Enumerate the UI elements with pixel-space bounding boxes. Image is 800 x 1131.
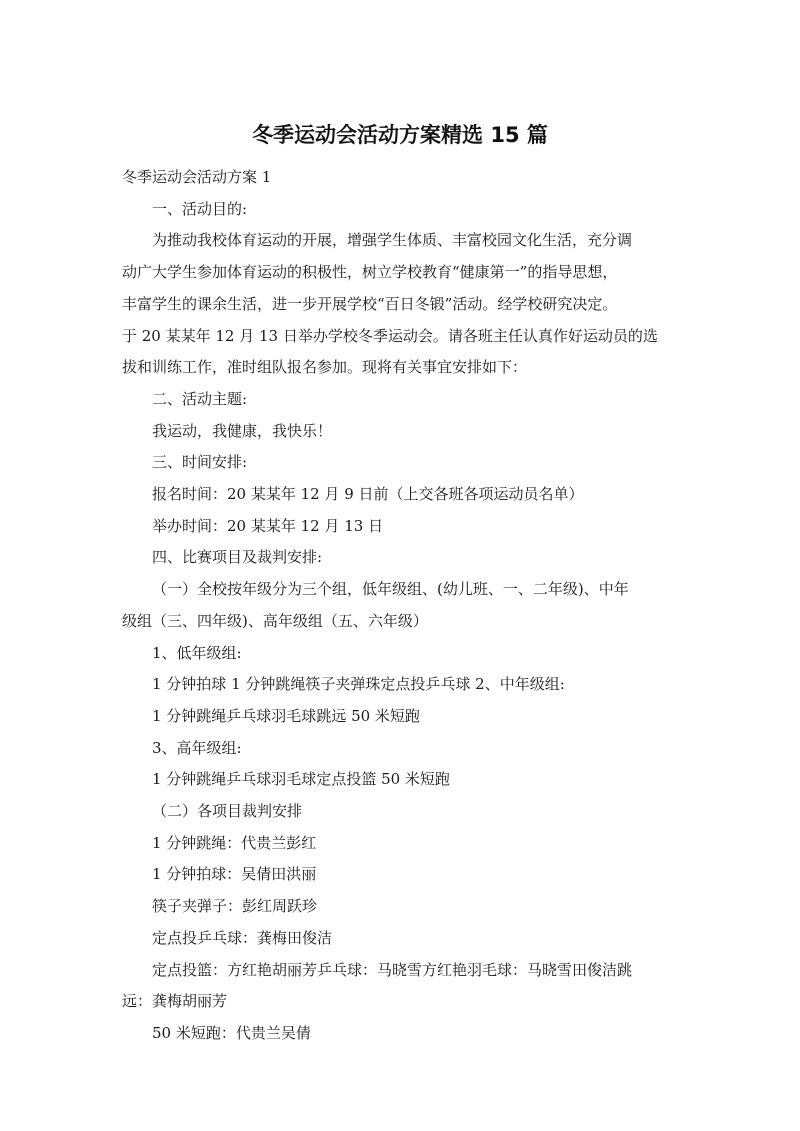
paragraph-line: 拔和训练工作，准时组队报名参加。现将有关事宜安排如下： bbox=[122, 358, 528, 377]
paragraph-line: 筷子夹弹子：彭红周跃珍 bbox=[152, 897, 318, 916]
paragraph-line: 1 分钟拍球 1 分钟跳绳筷子夹弹珠定点投乒乓球 2、中年级组: bbox=[152, 675, 565, 694]
paragraph-line: 丰富学生的课余生活，进一步开展学校“百日冬锻”活动。经学校研究决定。 bbox=[122, 294, 618, 313]
paragraph-line: 二、活动主题: bbox=[152, 389, 248, 408]
paragraph-line: 定点投篮：方红艳胡丽芳乒乓球：马晓雪方红艳羽毛球：马晓雪田俊洁跳 bbox=[152, 960, 633, 979]
paragraph-line: 定点投乒乓球：龚梅田俊洁 bbox=[152, 928, 333, 947]
section-heading: 冬季运动会活动方案 1 bbox=[122, 168, 272, 186]
paragraph-line: 一、活动目的: bbox=[152, 199, 248, 218]
paragraph-line: （二）各项目裁判安排 bbox=[152, 802, 303, 821]
paragraph-line: 3、高年级组: bbox=[152, 738, 242, 757]
paragraph-line: 三、时间安排: bbox=[152, 453, 248, 472]
paragraph-line: 级组（三、四年级)、高年级组（五、六年级） bbox=[122, 611, 428, 630]
paragraph-line: 动广大学生参加体育运动的积极性，树立学校教育“健康第一”的指导思想， bbox=[122, 263, 618, 282]
paragraph-line: 1 分钟跳绳乒乓球羽毛球跳远 50 米短跑 bbox=[152, 706, 420, 725]
paragraph-line: 于 20 某某年 12 月 13 日举办学校冬季运动会。请各班主任认真作好运动员的选 bbox=[122, 326, 658, 345]
paragraph-line: （一）全校按年级分为三个组，低年级组、(幼儿班、一、二年级)、中年 bbox=[152, 580, 629, 599]
paragraph-line: 举办时间：20 某某年 12 月 13 日 bbox=[152, 516, 384, 535]
document-body bbox=[122, 162, 682, 1050]
paragraph-line: 1 分钟跳绳乒乓球羽毛球定点投篮 50 米短跑 bbox=[152, 770, 450, 789]
paragraph-line: 远：龚梅胡丽芳 bbox=[122, 992, 228, 1011]
paragraph-line: 1 分钟跳绳：代贵兰彭红 bbox=[152, 833, 317, 852]
document-title: 冬季运动会活动方案精选 15 篇 bbox=[252, 123, 548, 147]
paragraph-line: 1、低年级组: bbox=[152, 643, 242, 662]
paragraph-line: 50 米短跑：代贵兰吴倩 bbox=[152, 1023, 311, 1042]
paragraph-line: 1 分钟拍球：吴倩田洪丽 bbox=[152, 865, 317, 884]
paragraph-line: 四、比赛项目及裁判安排: bbox=[152, 548, 323, 567]
paragraph-line: 我运动，我健康，我快乐！ bbox=[152, 421, 333, 440]
paragraph-line: 报名时间：20 某某年 12 月 9 日前（上交各班各项运动员名单） bbox=[152, 485, 584, 504]
paragraph-line: 为推动我校体育运动的开展，增强学生体质、丰富校园文化生活，充分调 bbox=[152, 231, 633, 250]
